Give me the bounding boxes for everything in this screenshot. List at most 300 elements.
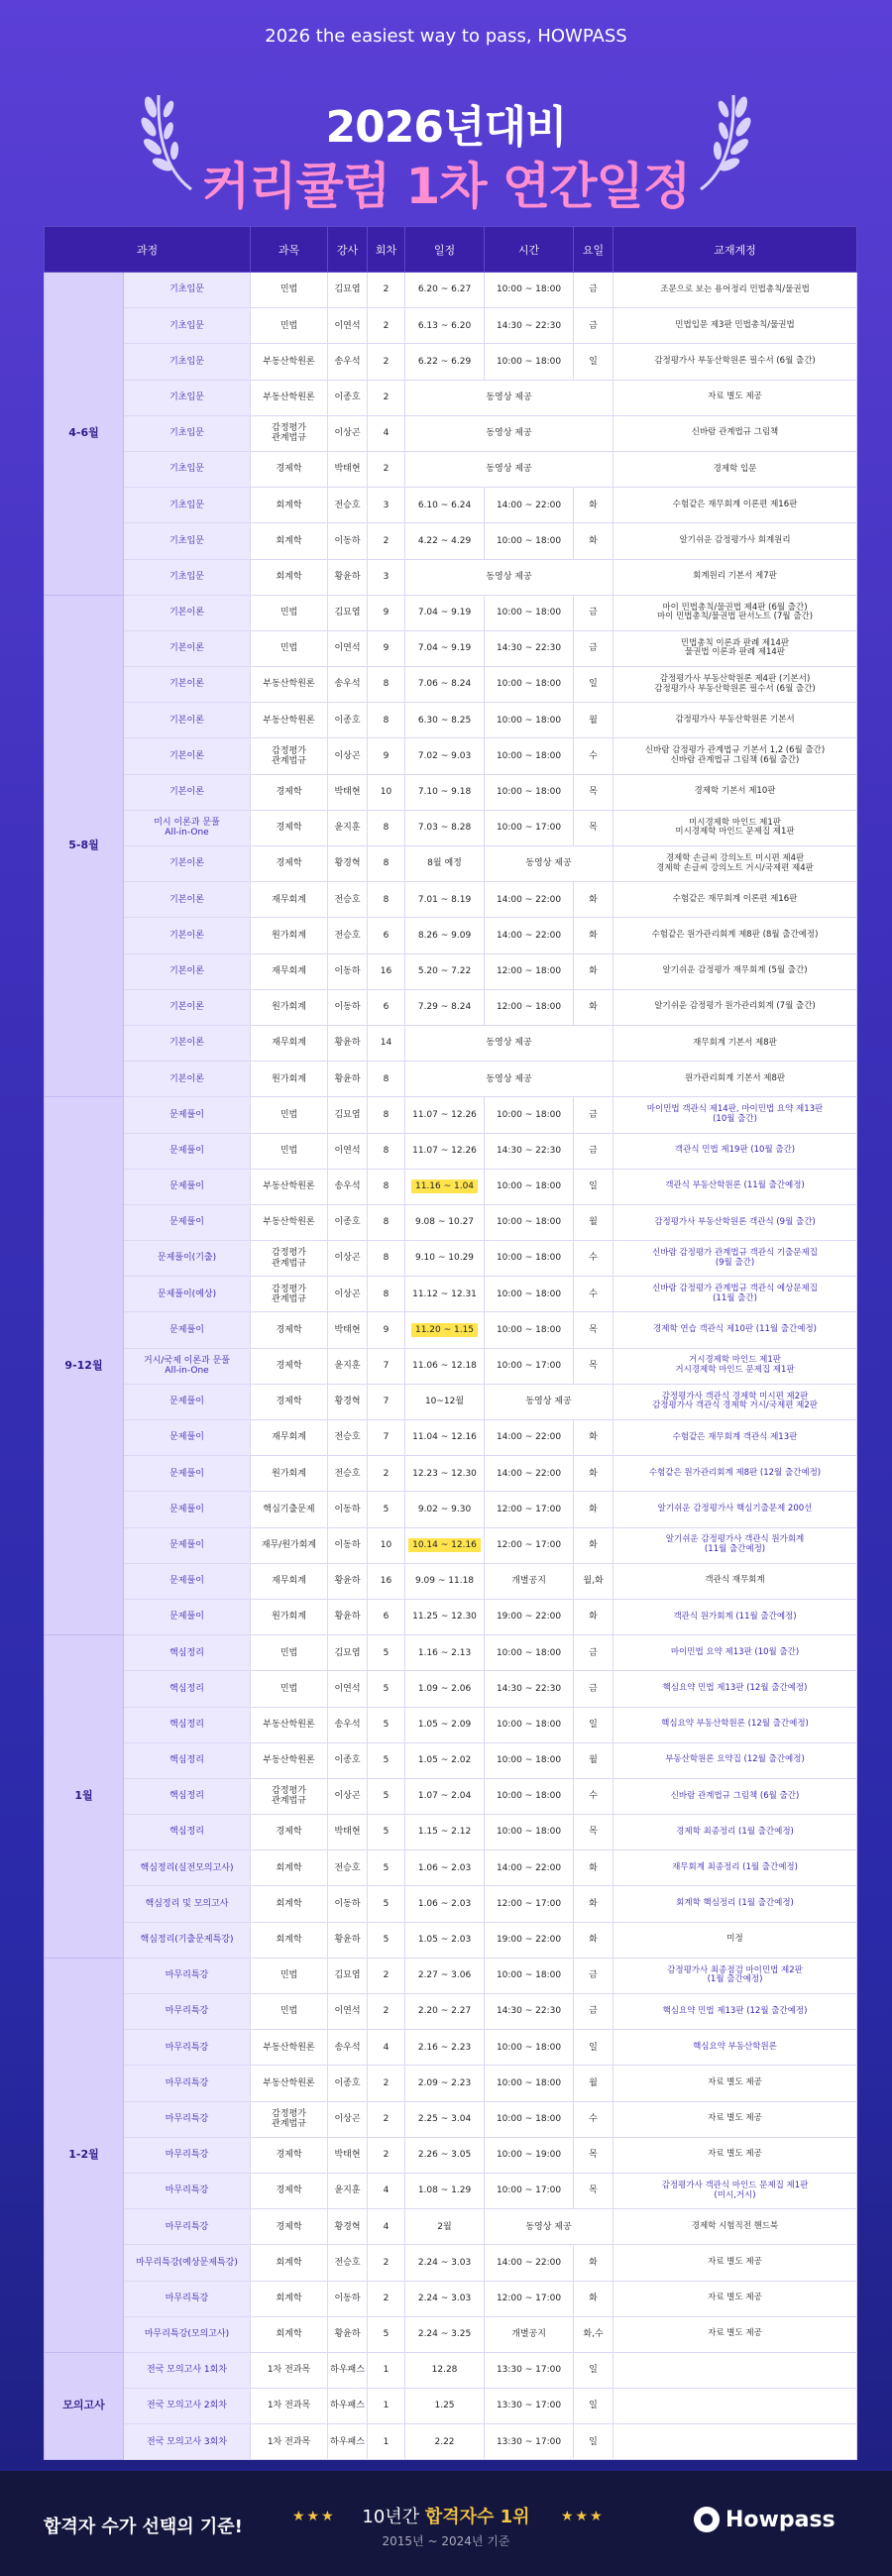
sessions-cell: 8 — [368, 1241, 405, 1277]
table-row — [45, 1671, 857, 1707]
table-row — [45, 738, 857, 774]
subject-cell: 원가회계 — [251, 1456, 328, 1492]
table-row — [45, 2066, 857, 2101]
sessions-cell: 14 — [368, 1025, 405, 1061]
sessions-cell: 2 — [368, 2245, 405, 2281]
day-cell: 화 — [574, 918, 613, 953]
table-row — [45, 1348, 857, 1384]
instructor-cell: 송우석 — [328, 2030, 368, 2066]
instructor-cell: 송우석 — [328, 667, 368, 703]
subject-cell: 경제학 — [251, 1348, 328, 1384]
course-cell: 마무리특강 — [124, 2281, 251, 2316]
textbook-cell: 알기쉬운 감정평가 재무회계 (5월 출간) — [613, 953, 857, 989]
day-cell: 일 — [574, 2030, 613, 2066]
textbook-cell — [613, 2389, 857, 2424]
schedule-cell: 1.06 ~ 2.03 — [405, 1850, 485, 1886]
textbook-cell: 알기쉬운 감정평가사 회계원리 — [613, 523, 857, 559]
subject-cell: 민법 — [251, 595, 328, 630]
course-cell: 기본이론 — [124, 1025, 251, 1061]
time-cell: 10:00 ~ 18:00 — [485, 1958, 574, 1993]
instructor-cell: 황윤하 — [328, 1025, 368, 1061]
schedule-cell: 동영상 제공 — [405, 1062, 613, 1097]
footer-years: 2015년 ~ 2024년 기준 — [382, 2534, 510, 2548]
textbook-cell: 원가관리회계 기본서 제8판 — [613, 1062, 857, 1097]
schedule-cell: 12.23 ~ 12.30 — [405, 1456, 485, 1492]
subject-cell: 부동산학원론 — [251, 2066, 328, 2101]
schedule-cell: 2.24 ~ 3.25 — [405, 2316, 485, 2352]
sessions-cell: 5 — [368, 1922, 405, 1958]
course-cell: 핵심정리 및 모의고사 — [124, 1886, 251, 1922]
course-cell: 문제풀이 — [124, 1456, 251, 1492]
instructor-cell: 이종호 — [328, 2066, 368, 2101]
table-row — [45, 595, 857, 630]
textbook-cell: 신바람 감정평가 관계법규 객관식 예상문제집 (11월 출간) — [613, 1277, 857, 1312]
subject-cell: 회계학 — [251, 2245, 328, 2281]
instructor-cell: 이연석 — [328, 1671, 368, 1707]
textbook-cell — [613, 2352, 857, 2388]
instructor-cell: 전승호 — [328, 882, 368, 918]
subject-cell: 감정평가 관계법규 — [251, 415, 328, 451]
subject-cell: 경제학 — [251, 1312, 328, 1348]
star-icon: ★★★ — [292, 2509, 336, 2524]
day-cell: 화 — [574, 1456, 613, 1492]
schedule-cell: 동영상 제공 — [405, 415, 613, 451]
instructor-cell: 이동하 — [328, 953, 368, 989]
table-row — [45, 2424, 857, 2460]
textbook-cell: 자료 별도 제공 — [613, 2101, 857, 2137]
time-cell: 10:00 ~ 18:00 — [485, 1778, 574, 1814]
schedule-cell: 2.24 ~ 3.03 — [405, 2281, 485, 2316]
course-cell: 문제풀이(예상) — [124, 1277, 251, 1312]
instructor-cell: 박태현 — [328, 774, 368, 810]
instructor-cell: 박태현 — [328, 451, 368, 487]
table-row — [45, 1133, 857, 1169]
subject-cell: 부동산학원론 — [251, 380, 328, 415]
table-row — [45, 1097, 857, 1133]
time-cell: 12:00 ~ 17:00 — [485, 2281, 574, 2316]
textbook-cell: 마이민법 객관식 제14판, 마이민법 요약 제13판 (10월 출간) — [613, 1097, 857, 1133]
time-cell: 13:30 ~ 17:00 — [485, 2389, 574, 2424]
day-cell: 일 — [574, 667, 613, 703]
instructor-cell: 송우석 — [328, 344, 368, 380]
subject-cell: 감정평가 관계법규 — [251, 1241, 328, 1277]
sessions-cell: 10 — [368, 774, 405, 810]
day-cell: 일 — [574, 2389, 613, 2424]
time-cell: 12:00 ~ 18:00 — [485, 953, 574, 989]
textbook-cell: 객관식 민법 제19판 (10월 출간) — [613, 1133, 857, 1169]
sessions-cell: 8 — [368, 703, 405, 738]
subject-cell: 1차 전과목 — [251, 2352, 328, 2388]
period-cell: 1-2월 — [45, 1958, 124, 2352]
sessions-cell: 9 — [368, 1312, 405, 1348]
subject-cell: 민법 — [251, 273, 328, 308]
day-cell: 일 — [574, 2424, 613, 2460]
day-cell: 목 — [574, 774, 613, 810]
course-cell: 미시 이론과 문풀 All-in-One — [124, 810, 251, 845]
course-cell: 마무리특강 — [124, 2173, 251, 2208]
instructor-cell: 이연석 — [328, 1133, 368, 1169]
time-cell: 14:00 ~ 22:00 — [485, 1456, 574, 1492]
subject-cell: 재무회계 — [251, 953, 328, 989]
subject-cell: 민법 — [251, 1994, 328, 2030]
time-cell: 10:00 ~ 18:00 — [485, 738, 574, 774]
textbook-cell: 부동산학원론 요약집 (12월 출간예정) — [613, 1742, 857, 1778]
period-cell: 1월 — [45, 1635, 124, 1959]
instructor-cell: 전승호 — [328, 918, 368, 953]
course-cell: 거시/국제 이론과 문풀 All-in-One — [124, 1348, 251, 1384]
howpass-logo-icon — [694, 2507, 720, 2532]
table-row — [45, 415, 857, 451]
textbook-cell: 수험같은 재무회계 이론편 제16판 — [613, 882, 857, 918]
textbook-cell: 수험같은 원가관리회계 제8판 (8월 출간예정) — [613, 918, 857, 953]
schedule-cell: 9.08 ~ 10.27 — [405, 1204, 485, 1240]
textbook-cell: 자료 별도 제공 — [613, 2316, 857, 2352]
instructor-cell: 하우패스 — [328, 2352, 368, 2388]
column-header-schedule: 일정 — [405, 227, 485, 273]
course-cell: 문제풀이 — [124, 1527, 251, 1563]
day-cell: 금 — [574, 630, 613, 666]
time-cell: 14:00 ~ 22:00 — [485, 2245, 574, 2281]
day-cell: 일 — [574, 1169, 613, 1204]
schedule-cell: 6.30 ~ 8.25 — [405, 703, 485, 738]
sessions-cell: 5 — [368, 1707, 405, 1742]
table-row — [45, 1922, 857, 1958]
column-header-subject: 과목 — [251, 227, 328, 273]
sessions-cell: 7 — [368, 1348, 405, 1384]
table-row — [45, 1850, 857, 1886]
day-cell: 화 — [574, 882, 613, 918]
subject-cell: 재무회계 — [251, 1563, 328, 1599]
subject-cell: 경제학 — [251, 2209, 328, 2245]
schedule-cell: 11.25 ~ 12.30 — [405, 1599, 485, 1634]
instructor-cell: 윤지훈 — [328, 2173, 368, 2208]
schedule-cell: 2.09 ~ 2.23 — [405, 2066, 485, 2101]
textbook-cell: 핵심요약 부동산학원론 (12월 출간예정) — [613, 1707, 857, 1742]
table-row — [45, 1277, 857, 1312]
textbook-cell: 경제학 연습 객관식 제10판 (11월 출간예정) — [613, 1312, 857, 1348]
subject-cell: 1차 전과목 — [251, 2424, 328, 2460]
day-cell: 화 — [574, 989, 613, 1025]
table-row — [45, 2137, 857, 2173]
table-row — [45, 846, 857, 882]
instructor-cell: 김묘엽 — [328, 1958, 368, 1993]
sessions-cell: 3 — [368, 488, 405, 523]
textbook-cell — [613, 2424, 857, 2460]
schedule-cell: 1.25 — [405, 2389, 485, 2424]
subject-cell: 회계학 — [251, 1850, 328, 1886]
schedule-cell — [405, 1169, 485, 1204]
instructor-cell: 황윤하 — [328, 1922, 368, 1958]
schedule-cell — [405, 1527, 485, 1563]
day-cell: 금 — [574, 1994, 613, 2030]
sessions-cell: 2 — [368, 1958, 405, 1993]
schedule-cell: 1.05 ~ 2.09 — [405, 1707, 485, 1742]
textbook-cell: 회계원리 기본서 제7판 — [613, 559, 857, 595]
course-cell: 문제풀이(기출) — [124, 1241, 251, 1277]
schedule-cell: 1.08 ~ 1.29 — [405, 2173, 485, 2208]
subject-cell: 민법 — [251, 1958, 328, 1993]
textbook-cell: 거시경제학 마인드 제1판 거시경제학 마인드 문제집 제1판 — [613, 1348, 857, 1384]
page-title: 2026년대비 — [325, 102, 567, 153]
textbook-cell: 핵심요약 부동산학원론 — [613, 2030, 857, 2066]
time-cell: 10:00 ~ 17:00 — [485, 2173, 574, 2208]
time-cell: 10:00 ~ 18:00 — [485, 1707, 574, 1742]
sessions-cell: 8 — [368, 1204, 405, 1240]
textbook-cell: 자료 별도 제공 — [613, 2245, 857, 2281]
table-row — [45, 1994, 857, 2030]
textbook-cell: 회계학 핵심정리 (1월 출간예정) — [613, 1886, 857, 1922]
table-row — [45, 1886, 857, 1922]
sessions-cell: 5 — [368, 1850, 405, 1886]
time-cell: 10:00 ~ 18:00 — [485, 1241, 574, 1277]
textbook-cell: 조문으로 보는 용어정리 민법총칙/물권법 — [613, 273, 857, 308]
sessions-cell: 7 — [368, 1384, 405, 1419]
instructor-cell: 하우패스 — [328, 2389, 368, 2424]
instructor-cell: 이상곤 — [328, 415, 368, 451]
textbook-cell: 경제학 손글씨 강의노트 미시편 제4판 경제학 손글씨 강의노트 거시/국제편 제4판 — [613, 846, 857, 882]
subject-cell: 감정평가 관계법규 — [251, 1277, 328, 1312]
time-cell: 14:00 ~ 22:00 — [485, 488, 574, 523]
sessions-cell: 2 — [368, 523, 405, 559]
day-cell: 목 — [574, 1348, 613, 1384]
course-cell: 마무리특강 — [124, 2101, 251, 2137]
time-cell: 14:00 ~ 22:00 — [485, 1420, 574, 1456]
textbook-cell: 객관식 재무회계 — [613, 1563, 857, 1599]
schedule-cell: 1.05 ~ 2.03 — [405, 1922, 485, 1958]
instructor-cell: 하우패스 — [328, 2424, 368, 2460]
textbook-cell: 재무회계 기본서 제8판 — [613, 1025, 857, 1061]
textbook-cell: 마이민법 요약 제13판 (10월 출간) — [613, 1635, 857, 1671]
day-cell: 일 — [574, 344, 613, 380]
course-cell: 핵심정리 — [124, 1742, 251, 1778]
time-cell: 10:00 ~ 17:00 — [485, 1348, 574, 1384]
sessions-cell: 5 — [368, 1886, 405, 1922]
textbook-cell: 마이 민법총칙/물권법 제4판 (6월 출간) 마이 민법총칙/물권법 판서노트 (7월 출간) — [613, 595, 857, 630]
brand-logo[interactable] — [694, 2507, 836, 2532]
sessions-cell: 9 — [368, 595, 405, 630]
schedule-cell — [405, 1312, 485, 1348]
table-row — [45, 1420, 857, 1456]
instructor-cell: 황윤하 — [328, 1599, 368, 1634]
day-cell: 금 — [574, 1958, 613, 1993]
schedule-cell: 7.10 ~ 9.18 — [405, 774, 485, 810]
time-cell: 14:00 ~ 22:00 — [485, 918, 574, 953]
schedule-cell: 1.06 ~ 2.03 — [405, 1886, 485, 1922]
table-row — [45, 1204, 857, 1240]
table-row — [45, 703, 857, 738]
schedule-cell: 6.20 ~ 6.27 — [405, 273, 485, 308]
day-cell: 금 — [574, 595, 613, 630]
subject-cell: 1차 전과목 — [251, 2389, 328, 2424]
table-row — [45, 1778, 857, 1814]
subject-cell: 부동산학원론 — [251, 2030, 328, 2066]
time-cell: 14:00 ~ 22:00 — [485, 1850, 574, 1886]
instructor-cell: 전승호 — [328, 1850, 368, 1886]
instructor-cell: 전승호 — [328, 2245, 368, 2281]
day-cell: 금 — [574, 1635, 613, 1671]
time-cell: 14:30 ~ 22:30 — [485, 1671, 574, 1707]
day-cell: 화 — [574, 1420, 613, 1456]
course-cell: 문제풀이 — [124, 1097, 251, 1133]
course-cell: 핵심정리 — [124, 1815, 251, 1850]
highlighted-date: 10.14 ~ 12.16 — [408, 1538, 481, 1552]
schedule-cell: 1.15 ~ 2.12 — [405, 1815, 485, 1850]
day-cell: 화 — [574, 1599, 613, 1634]
table-row — [45, 1599, 857, 1634]
sessions-cell: 9 — [368, 738, 405, 774]
day-cell: 월 — [574, 2066, 613, 2101]
schedule-cell: 5.20 ~ 7.22 — [405, 953, 485, 989]
sessions-cell: 8 — [368, 810, 405, 845]
instructor-cell: 김묘엽 — [328, 595, 368, 630]
day-cell: 화 — [574, 2281, 613, 2316]
course-cell: 마무리특강 — [124, 2030, 251, 2066]
subject-cell: 원가회계 — [251, 1599, 328, 1634]
table-row — [45, 2030, 857, 2066]
schedule-cell: 2.16 ~ 2.23 — [405, 2030, 485, 2066]
sessions-cell: 1 — [368, 2389, 405, 2424]
instructor-cell: 이동하 — [328, 1886, 368, 1922]
table-row — [45, 523, 857, 559]
textbook-cell: 자료 별도 제공 — [613, 2137, 857, 2173]
instructor-cell: 이종호 — [328, 703, 368, 738]
star-icon: ★★★ — [561, 2509, 605, 2524]
subject-cell: 경제학 — [251, 451, 328, 487]
day-cell: 화 — [574, 2245, 613, 2281]
day-cell: 월 — [574, 1204, 613, 1240]
subject-cell: 재무회계 — [251, 1025, 328, 1061]
time-cell: 14:00 ~ 22:00 — [485, 882, 574, 918]
table-row — [45, 559, 857, 595]
instructor-cell: 이연석 — [328, 308, 368, 344]
course-cell: 마무리특강 — [124, 2137, 251, 2173]
instructor-cell: 이연석 — [328, 630, 368, 666]
day-cell: 화 — [574, 1922, 613, 1958]
table-row — [45, 1312, 857, 1348]
sessions-cell: 5 — [368, 1492, 405, 1527]
time-cell: 10:00 ~ 18:00 — [485, 595, 574, 630]
course-cell: 문제풀이 — [124, 1169, 251, 1204]
schedule-cell: 11.04 ~ 12.16 — [405, 1420, 485, 1456]
table-row — [45, 380, 857, 415]
textbook-cell: 민법총칙 이론과 판례 제14판 물권법 이론과 판례 제14판 — [613, 630, 857, 666]
sessions-cell: 5 — [368, 1742, 405, 1778]
sessions-cell: 4 — [368, 2030, 405, 2066]
instructor-cell: 전승호 — [328, 1456, 368, 1492]
table-row — [45, 273, 857, 308]
course-cell: 기초입문 — [124, 415, 251, 451]
time-cell: 10:00 ~ 18:00 — [485, 774, 574, 810]
instructor-cell: 황경혁 — [328, 846, 368, 882]
course-cell: 마무리특강 — [124, 2209, 251, 2245]
sessions-cell: 8 — [368, 1133, 405, 1169]
schedule-cell: 2.22 — [405, 2424, 485, 2460]
schedule-cell: 11.12 ~ 12.31 — [405, 1277, 485, 1312]
time-cell: 10:00 ~ 18:00 — [485, 344, 574, 380]
course-cell: 기본이론 — [124, 918, 251, 953]
course-cell: 핵심정리 — [124, 1671, 251, 1707]
subject-cell: 원가회계 — [251, 1062, 328, 1097]
time-cell: 14:30 ~ 22:30 — [485, 1133, 574, 1169]
day-cell: 목 — [574, 2173, 613, 2208]
table-row — [45, 1456, 857, 1492]
instructor-cell: 김묘엽 — [328, 1635, 368, 1671]
subject-cell: 민법 — [251, 308, 328, 344]
subject-cell: 경제학 — [251, 810, 328, 845]
sessions-cell: 8 — [368, 846, 405, 882]
subject-cell: 핵심기출문제 — [251, 1492, 328, 1527]
schedule-cell: 2.24 ~ 3.03 — [405, 2245, 485, 2281]
textbook-cell: 객관식 부동산학원론 (11월 출간예정) — [613, 1169, 857, 1204]
schedule-cell: 4.22 ~ 4.29 — [405, 523, 485, 559]
instructor-cell: 윤지훈 — [328, 1348, 368, 1384]
subject-cell: 회계학 — [251, 523, 328, 559]
tagline: 2026 the easiest way to pass, HOWPASS — [265, 26, 627, 47]
instructor-cell: 박태현 — [328, 2137, 368, 2173]
table-row — [45, 989, 857, 1025]
subject-cell: 민법 — [251, 1133, 328, 1169]
textbook-cell: 수험같은 원가관리회계 제8판 (12월 출간예정) — [613, 1456, 857, 1492]
subject-cell: 부동산학원론 — [251, 344, 328, 380]
schedule-cell: 11.06 ~ 12.18 — [405, 1348, 485, 1384]
time-cell: 동영상 제공 — [485, 2209, 613, 2245]
day-cell: 월 — [574, 703, 613, 738]
subject-cell: 경제학 — [251, 846, 328, 882]
day-cell: 수 — [574, 1778, 613, 1814]
schedule-cell: 2.25 ~ 3.04 — [405, 2101, 485, 2137]
column-header-instructor: 강사 — [328, 227, 368, 273]
course-cell: 문제풀이 — [124, 1563, 251, 1599]
schedule-cell: 1.09 ~ 2.06 — [405, 1671, 485, 1707]
day-cell: 금 — [574, 308, 613, 344]
table-row — [45, 2352, 857, 2388]
subject-cell: 회계학 — [251, 488, 328, 523]
time-cell: 19:00 ~ 22:00 — [485, 1922, 574, 1958]
schedule-cell: 6.22 ~ 6.29 — [405, 344, 485, 380]
course-cell: 문제풀이 — [124, 1312, 251, 1348]
day-cell: 금 — [574, 273, 613, 308]
brand-name: Howpass — [725, 2507, 836, 2532]
time-cell: 10:00 ~ 18:00 — [485, 1312, 574, 1348]
subject-cell: 감정평가 관계법규 — [251, 2101, 328, 2137]
table-row — [45, 882, 857, 918]
course-cell: 문제풀이 — [124, 1133, 251, 1169]
footer-banner — [0, 2471, 892, 2576]
course-cell: 문제풀이 — [124, 1384, 251, 1419]
instructor-cell: 황윤하 — [328, 1563, 368, 1599]
schedule-cell: 8.26 ~ 9.09 — [405, 918, 485, 953]
instructor-cell: 이종호 — [328, 1742, 368, 1778]
table-row — [45, 1958, 857, 1993]
instructor-cell: 이동하 — [328, 523, 368, 559]
course-cell: 핵심정리(기출문제특강) — [124, 1922, 251, 1958]
footer-award — [337, 2503, 555, 2528]
course-cell: 전국 모의고사 2회차 — [124, 2389, 251, 2424]
sessions-cell: 7 — [368, 1420, 405, 1456]
sessions-cell: 2 — [368, 1994, 405, 2030]
day-cell: 일 — [574, 2352, 613, 2388]
sessions-cell: 5 — [368, 2316, 405, 2352]
table-row — [45, 1742, 857, 1778]
subject-cell: 회계학 — [251, 1922, 328, 1958]
subject-cell: 부동산학원론 — [251, 1742, 328, 1778]
textbook-cell: 자료 별도 제공 — [613, 2281, 857, 2316]
time-cell: 10:00 ~ 18:00 — [485, 667, 574, 703]
course-cell: 기초입문 — [124, 380, 251, 415]
sessions-cell: 8 — [368, 1097, 405, 1133]
subject-cell: 회계학 — [251, 2281, 328, 2316]
schedule-cell: 7.04 ~ 9.19 — [405, 630, 485, 666]
